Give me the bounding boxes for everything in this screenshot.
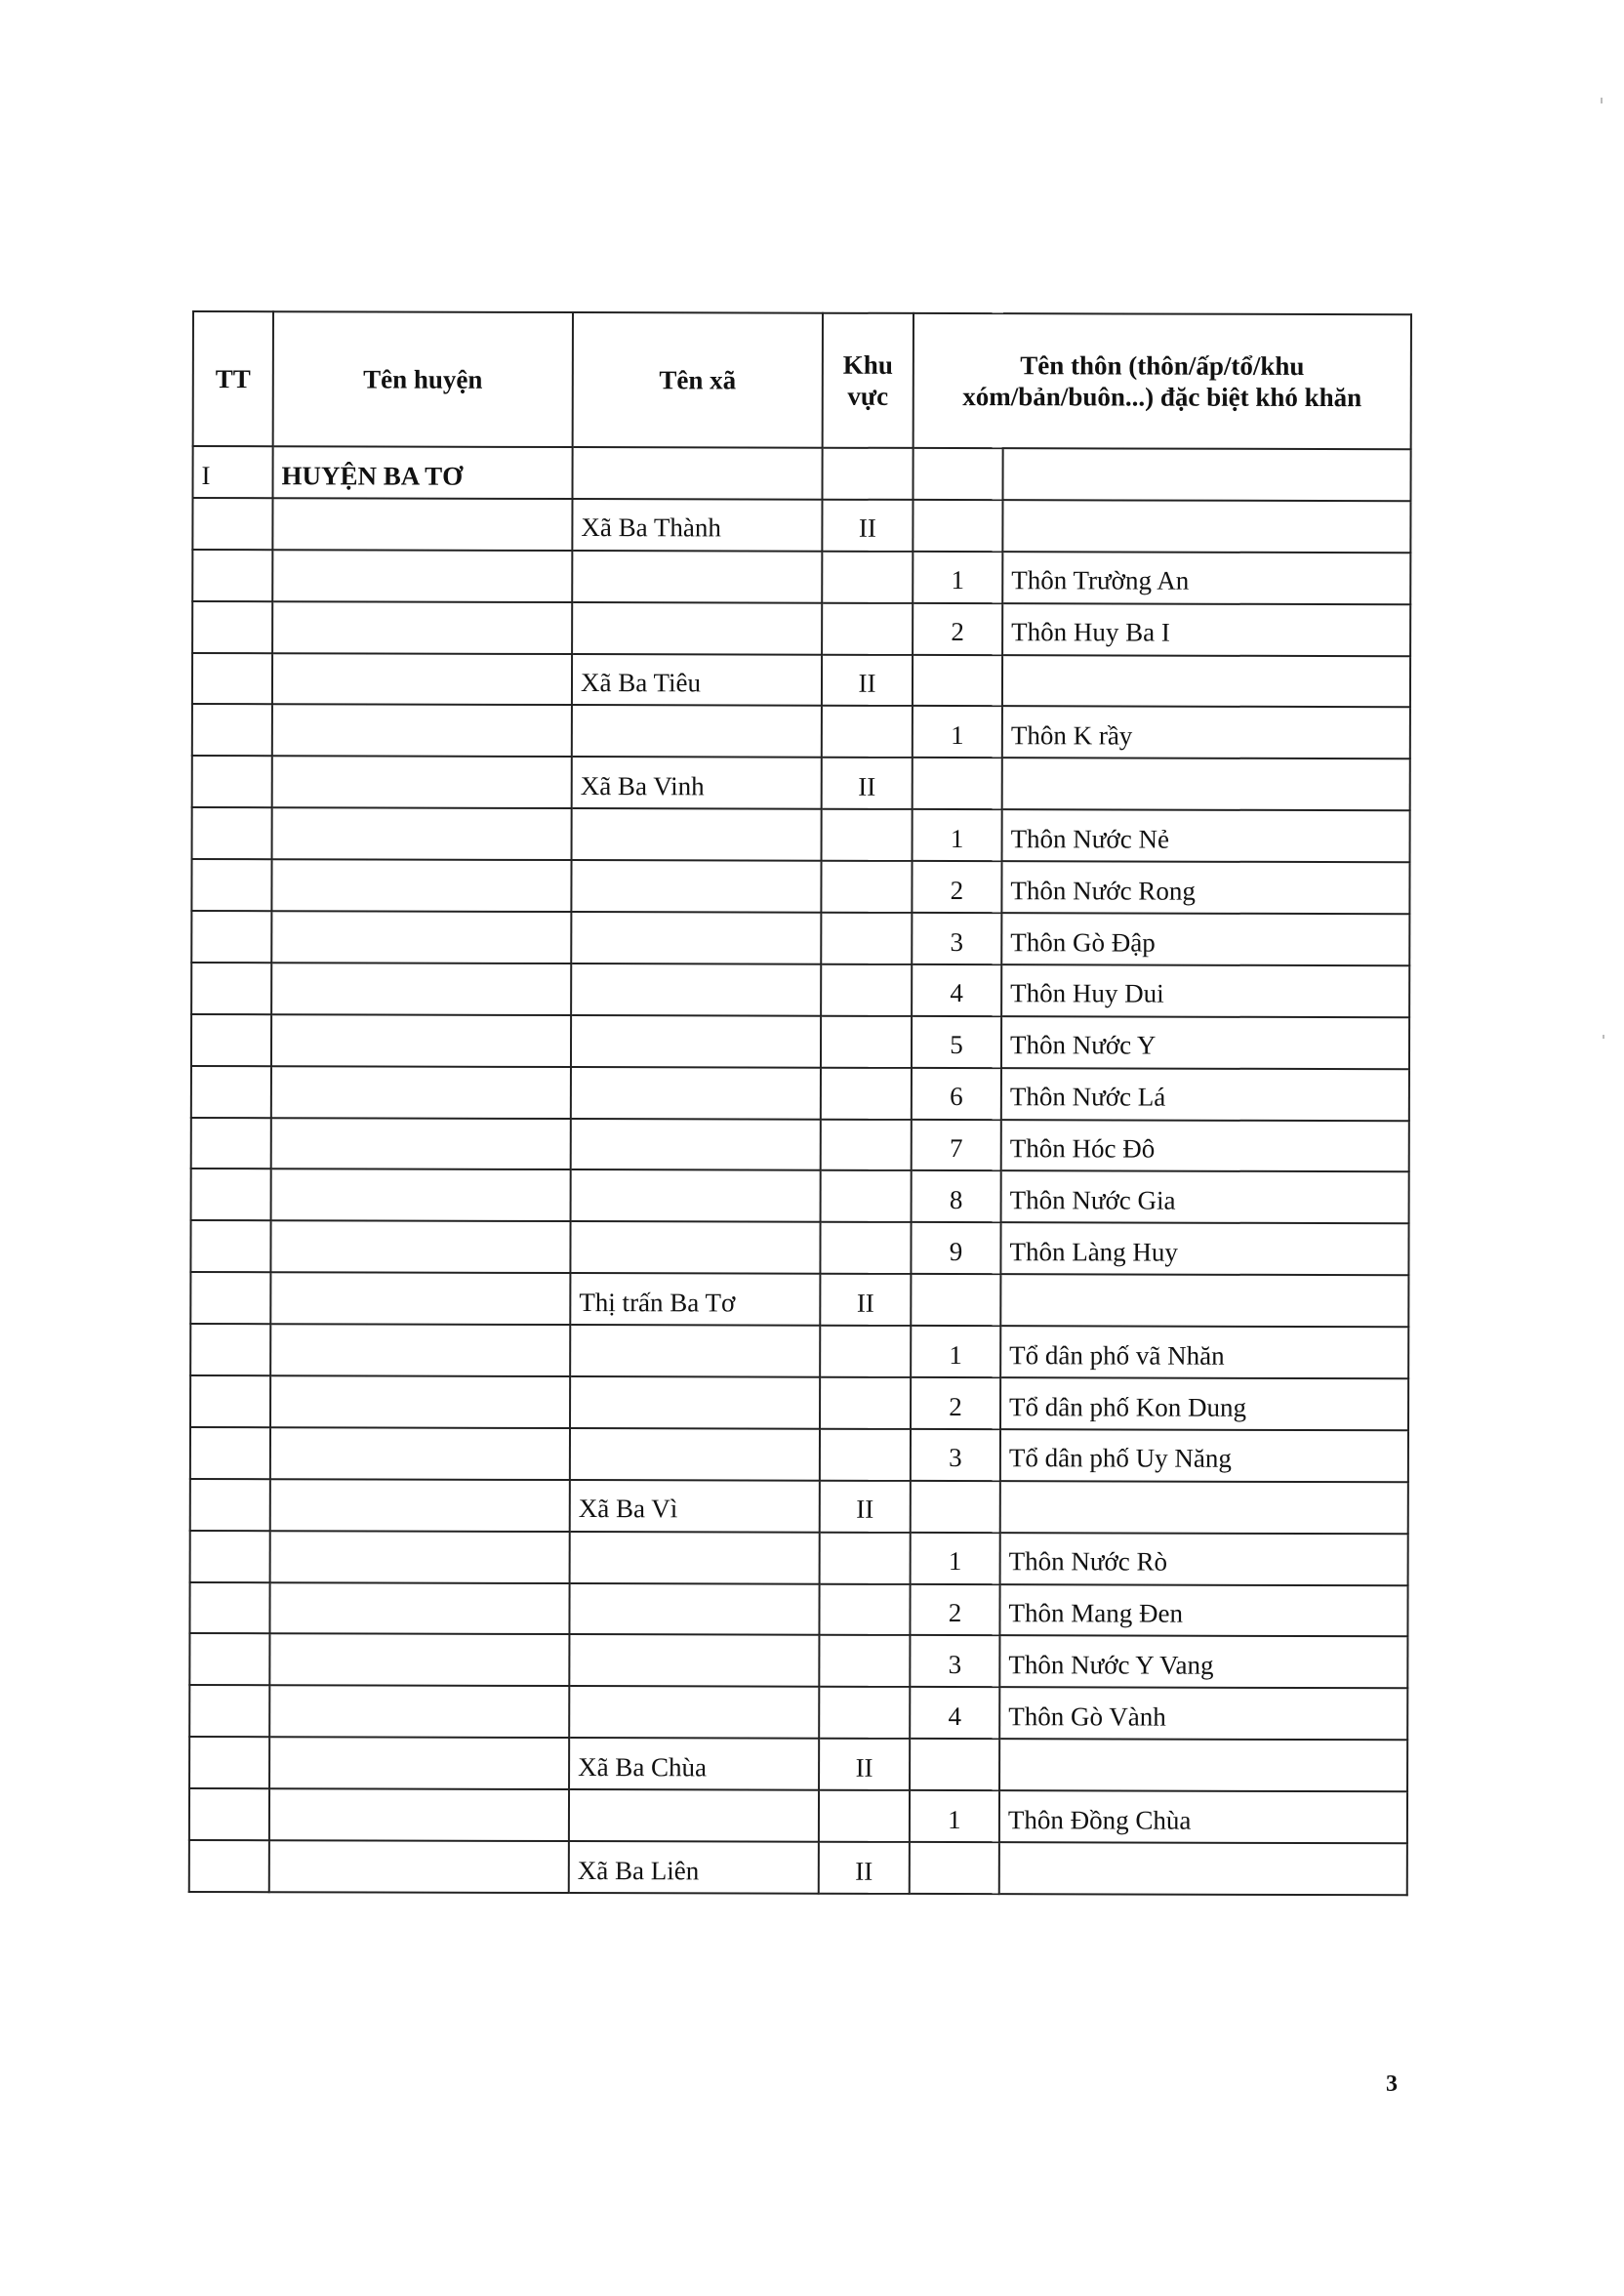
table-row-commune [189,1737,1407,1791]
cell-khu-vuc [821,1119,912,1170]
cell-tt: I [192,446,272,498]
table-row-village [191,1118,1409,1172]
cell-ten-huyen [270,1221,570,1274]
table-row-village [190,1531,1408,1585]
cell-ten-thon: Tổ dân phố Kon Dung [1000,1377,1408,1430]
cell-tt [189,1633,269,1685]
cell-ten-xa [569,1635,819,1688]
cell-khu-vuc [820,1429,911,1481]
cell-ten-xa [571,860,821,913]
cell-ten-huyen [272,550,572,602]
cell-ten-huyen [270,1272,570,1325]
cell-khu-vuc: II [819,1842,910,1894]
table-row-village [189,1685,1407,1740]
cell-ten-huyen [270,1324,570,1376]
table-row-commune [192,756,1410,810]
cell-ten-xa [571,912,821,964]
cell-khu-vuc [820,1532,911,1583]
table-row-village [189,1582,1407,1637]
cell-ten-thon: Thôn Nước Lá [1001,1068,1409,1121]
cell-tt [191,1168,271,1220]
cell-khu-vuc [821,861,912,913]
cell-ten-huyen [270,1427,570,1480]
cell-tt [190,1272,270,1324]
cell-stt-thon: 3 [911,1429,1000,1481]
cell-tt [189,1685,269,1737]
table-row-village [191,859,1409,914]
cell-ten-xa [569,1686,819,1739]
table-row-commune [189,1840,1407,1895]
cell-tt [192,807,272,859]
cell-ten-thon [1002,758,1410,811]
cell-tt [190,1375,270,1427]
table-row-village [191,1066,1409,1121]
cell-stt-thon [911,1274,1000,1326]
table-row-village [192,704,1410,758]
cell-ten-huyen: HUYỆN BA TƠ [272,446,572,499]
cell-ten-huyen [272,705,572,758]
cell-ten-thon: Thôn Nước Rong [1001,861,1409,914]
cell-khu-vuc [820,1377,911,1429]
cell-ten-xa: Xã Ba Vinh [572,757,822,809]
cell-ten-xa [571,964,821,1016]
cell-stt-thon: 3 [912,913,1001,964]
cell-stt-thon: 2 [913,603,1002,655]
table-body [189,446,1411,1895]
page-number: 3 [1386,2071,1398,2097]
cell-ten-thon: Tổ dân phố vã Nhăn [1000,1326,1408,1378]
cell-ten-xa: Xã Ba Thành [572,499,822,552]
cell-ten-thon: Thôn Mang Đen [999,1584,1407,1637]
cell-ten-xa [571,1119,821,1171]
cell-khu-vuc [819,1635,910,1687]
cell-tt [190,1531,270,1582]
cell-ten-xa: Xã Ba Tiêu [572,654,822,707]
cell-ten-xa [571,1015,821,1068]
header-ten-thon: Tên thôn (thôn/ấp/tổ/khu xóm/bản/buôn...) đặc biệt khó khăn [914,313,1411,449]
cell-ten-thon [1002,500,1410,553]
cell-stt-thon: 1 [910,1790,999,1842]
cell-ten-thon: Thôn Nước Nẻ [1002,809,1410,862]
cell-khu-vuc [820,1326,911,1377]
table-row-village [190,1324,1408,1378]
cell-khu-vuc [821,1170,912,1222]
cell-tt [190,1324,270,1375]
cell-ten-huyen [271,911,571,964]
cell-stt-thon: 1 [911,1326,1000,1377]
cell-tt [192,756,272,807]
cell-ten-thon [999,1842,1407,1895]
cell-ten-huyen [271,1169,571,1222]
cell-stt-thon [913,654,1002,706]
table-row-village [192,601,1410,656]
cell-stt-thon: 1 [913,706,1002,758]
cell-ten-xa [572,551,822,603]
cell-ten-xa: Xã Ba Liên [569,1841,819,1894]
cell-stt-thon: 4 [912,964,1001,1016]
cell-tt [191,1014,271,1066]
table-row-village [189,1633,1407,1688]
cell-stt-thon: 1 [911,1533,1000,1584]
header-ten-xa: Tên xã [573,312,823,448]
cell-khu-vuc [819,1687,910,1739]
cell-ten-xa [572,808,822,861]
cell-tt [189,1788,269,1840]
cell-tt [189,1840,269,1892]
table-row-village [190,1427,1408,1482]
cell-ten-thon: Thôn Gò Vành [999,1688,1407,1741]
cell-ten-huyen [271,859,571,912]
scan-edge-mark [1603,1035,1604,1039]
cell-ten-thon: Thôn Nước Y Vang [999,1636,1407,1689]
cell-ten-huyen [272,653,572,706]
table-row-village [191,911,1409,965]
table-row-village [191,1014,1409,1069]
cell-ten-thon: Tổ dân phố Uy Năng [1000,1429,1408,1482]
cell-stt-thon: 9 [911,1222,1000,1274]
cell-tt [189,1737,269,1788]
cell-ten-xa [570,1532,820,1584]
cell-khu-vuc [819,1583,910,1635]
cell-ten-huyen [270,1479,570,1532]
cell-ten-xa: Thị trấn Ba Tơ [570,1273,820,1326]
cell-ten-huyen [271,963,571,1015]
cell-khu-vuc [821,964,912,1016]
cell-ten-xa [570,1221,820,1274]
cell-tt [192,498,272,550]
cell-ten-thon: Thôn Nước Y [1001,1016,1409,1069]
cell-ten-thon [1002,655,1410,708]
cell-ten-huyen [272,498,572,551]
cell-stt-thon: 8 [912,1170,1001,1222]
table-row-village [192,807,1410,862]
cell-ten-huyen [270,1375,570,1428]
cell-ten-thon [999,1739,1407,1791]
cell-khu-vuc: II [819,1739,910,1790]
table-row-commune [192,653,1410,708]
cell-stt-thon [913,500,1002,552]
table-row-village [190,1220,1408,1275]
cell-tt [192,704,272,756]
cell-khu-vuc [821,1015,912,1067]
cell-ten-xa [570,1376,820,1429]
cell-ten-huyen [272,601,572,654]
table-row-village [189,1788,1407,1843]
table-row-village [191,1168,1409,1223]
cell-tt [192,653,272,705]
cell-stt-thon: 2 [910,1584,999,1636]
table-row-district [192,446,1410,501]
table-row-village [190,1375,1408,1430]
cell-ten-xa [572,447,822,500]
cell-khu-vuc [822,448,913,500]
cell-tt [190,1427,270,1479]
cell-khu-vuc [822,551,913,602]
cell-ten-huyen [269,1840,569,1893]
cell-stt-thon [911,1481,1000,1533]
cell-ten-xa: Xã Ba Vì [570,1480,820,1533]
cell-ten-thon [1000,1481,1408,1534]
cell-khu-vuc [821,913,912,964]
cell-ten-thon: Thôn Làng Huy [1000,1223,1408,1276]
cell-stt-thon: 5 [912,1016,1001,1068]
cell-ten-thon: Thôn Gò Đập [1001,913,1409,965]
cell-stt-thon: 2 [911,1377,1000,1429]
cell-stt-thon: 4 [910,1687,999,1739]
cell-tt [191,911,271,963]
cell-ten-thon: Thôn Hóc Đô [1001,1120,1409,1172]
cell-tt [190,1220,270,1272]
village-table [188,310,1412,1896]
cell-ten-huyen [271,1118,571,1170]
cell-ten-thon: Thôn Nước Gia [1001,1171,1409,1224]
table-row-commune [190,1479,1408,1534]
cell-ten-xa [571,1067,821,1120]
cell-ten-xa [572,705,822,758]
cell-stt-thon: 1 [913,809,1002,861]
cell-tt [191,1118,271,1169]
cell-ten-huyen [269,1788,569,1841]
cell-ten-huyen [269,1634,569,1687]
header-tt: TT [193,311,273,446]
cell-stt-thon [910,1842,999,1894]
cell-ten-huyen [271,1066,571,1119]
cell-stt-thon: 7 [912,1120,1001,1171]
cell-stt-thon: 1 [913,552,1002,603]
cell-ten-xa: Xã Ba Chùa [569,1738,819,1790]
table-row-village [191,963,1409,1017]
table-row-commune [192,498,1410,553]
cell-stt-thon: 2 [912,861,1001,913]
scan-edge-mark [1601,98,1603,103]
cell-stt-thon [910,1739,999,1790]
cell-ten-xa [571,1169,821,1222]
cell-stt-thon: 3 [910,1635,999,1687]
cell-khu-vuc: II [822,654,913,706]
cell-ten-huyen [270,1531,570,1583]
cell-tt [190,1479,270,1531]
cell-tt [192,601,272,653]
cell-khu-vuc: II [822,500,913,552]
cell-tt [192,550,272,601]
cell-khu-vuc [820,1222,911,1274]
cell-khu-vuc [819,1790,910,1842]
table-header-row [193,311,1411,449]
cell-khu-vuc: II [820,1274,911,1326]
cell-stt-thon: 6 [912,1068,1001,1120]
cell-ten-thon: Thôn Huy Dui [1001,964,1409,1017]
cell-ten-xa [570,1428,820,1481]
cell-tt [189,1582,269,1634]
cell-ten-thon: Thôn Đồng Chùa [999,1790,1407,1843]
cell-khu-vuc [822,809,913,861]
cell-ten-xa [572,602,822,655]
cell-ten-xa [569,1789,819,1842]
table-row-commune [190,1272,1408,1327]
cell-ten-huyen [272,757,572,809]
cell-ten-thon: Thôn Nước Rò [1000,1533,1408,1585]
table-row-village [192,550,1410,604]
cell-ten-xa [570,1325,820,1377]
cell-ten-huyen [271,1014,571,1067]
cell-khu-vuc [822,602,913,654]
cell-khu-vuc: II [820,1480,911,1532]
cell-tt [191,1066,271,1118]
cell-ten-xa [569,1583,819,1636]
cell-khu-vuc [821,1067,912,1119]
cell-tt [191,963,271,1014]
cell-ten-thon: Thôn Huy Ba I [1002,603,1410,656]
header-khu-vuc: Khu vực [823,313,914,448]
cell-khu-vuc [822,706,913,758]
cell-ten-huyen [269,1582,569,1635]
cell-stt-thon [913,758,1002,809]
cell-ten-huyen [272,807,572,860]
cell-tt [191,859,271,911]
cell-ten-thon [1002,448,1410,501]
cell-ten-thon: Thôn K rầy [1002,707,1410,759]
cell-ten-thon [1000,1274,1408,1327]
header-ten-huyen: Tên huyện [273,311,573,447]
cell-ten-huyen [269,1737,569,1789]
cell-ten-thon: Thôn Trường An [1002,552,1410,604]
cell-khu-vuc: II [822,758,913,809]
cell-stt-thon [913,448,1002,500]
cell-ten-huyen [269,1686,569,1739]
